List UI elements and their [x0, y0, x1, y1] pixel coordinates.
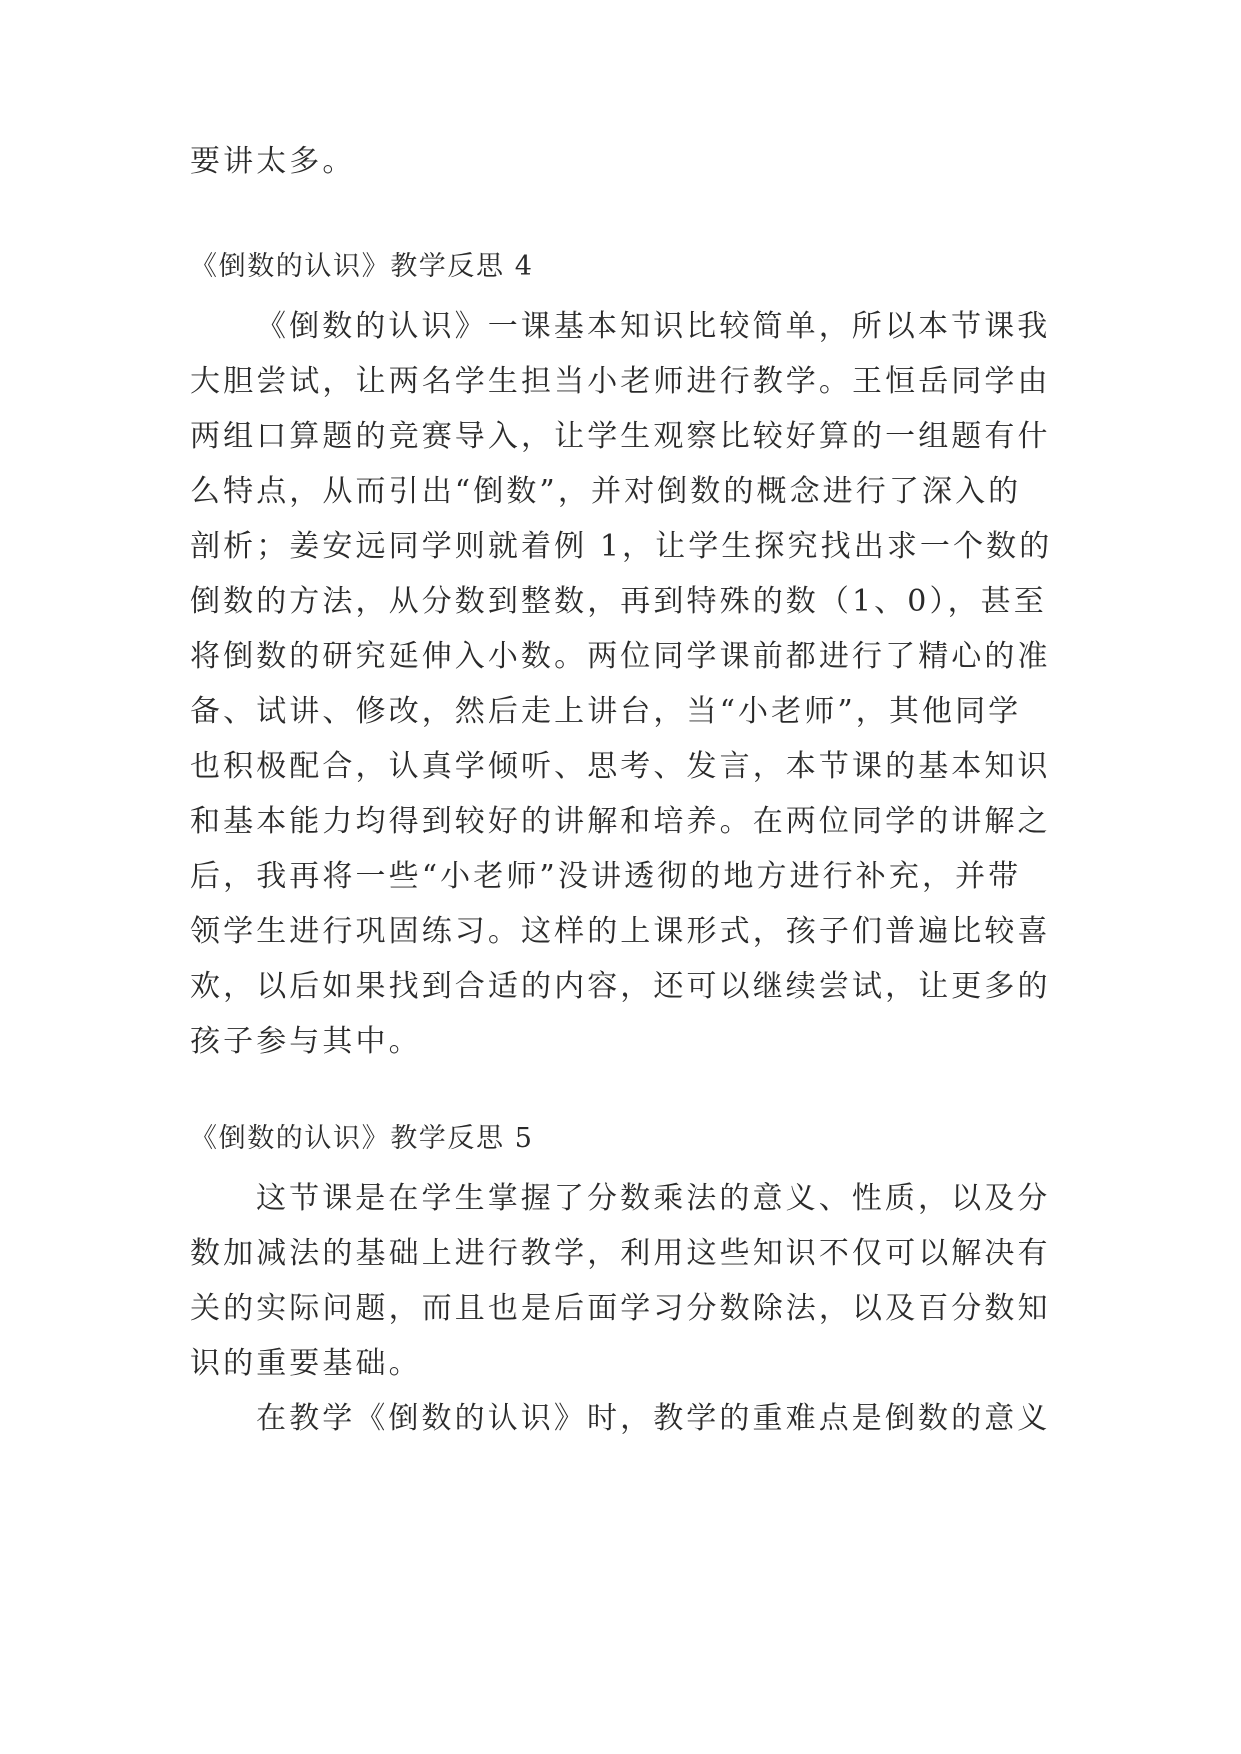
- text-line: 数加减法的基础上进行教学，利用这些知识不仅可以解决有: [190, 1236, 1051, 1271]
- text-line: 也积极配合，认真学倾听、思考、发言，本节课的基本知识: [190, 749, 1051, 784]
- text-line: 后，我再将一些“小老师”没讲透彻的地方进行补充，并带: [190, 859, 1022, 894]
- text-line: 倒数的方法，从分数到整数，再到特殊的数（1、0），甚至: [190, 584, 1047, 619]
- text-line: 备、试讲、修改，然后走上讲台，当“小老师”，其他同学: [190, 694, 1022, 729]
- text-line: 将倒数的研究延伸入小数。两位同学课前都进行了精心的准: [190, 639, 1051, 674]
- text-line: 和基本能力均得到较好的讲解和培养。在两位同学的讲解之: [190, 804, 1051, 839]
- text-line: 关的实际问题，而且也是后面学习分数除法，以及百分数知: [190, 1291, 1051, 1326]
- text-line: 在教学《倒数的认识》时，教学的重难点是倒数的意义: [256, 1401, 1051, 1436]
- text-line: 要讲太多。: [190, 144, 356, 179]
- text-line: 么特点，从而引出“倒数”，并对倒数的概念进行了深入的: [190, 474, 1022, 509]
- text-line: 两组口算题的竞赛导入，让学生观察比较好算的一组题有什: [190, 419, 1051, 454]
- section-heading: 《倒数的认识》教学反思 5: [190, 1123, 534, 1154]
- text-line: 《倒数的认识》一课基本知识比较简单，所以本节课我: [256, 309, 1051, 344]
- text-line: 欢，以后如果找到合适的内容，还可以继续尝试，让更多的: [190, 969, 1051, 1004]
- text-line: 领学生进行巩固练习。这样的上课形式，孩子们普遍比较喜: [190, 914, 1051, 949]
- text-line: 这节课是在学生掌握了分数乘法的意义、性质，以及分: [256, 1181, 1051, 1216]
- text-line: 孩子参与其中。: [190, 1024, 422, 1059]
- text-line: 识的重要基础。: [190, 1346, 422, 1381]
- section-heading: 《倒数的认识》教学反思 4: [190, 251, 534, 282]
- text-line: 大胆尝试，让两名学生担当小老师进行教学。王恒岳同学由: [190, 364, 1051, 399]
- text-line: 剖析；姜安远同学则就着例 1，让学生探究找出求一个数的: [190, 529, 1053, 564]
